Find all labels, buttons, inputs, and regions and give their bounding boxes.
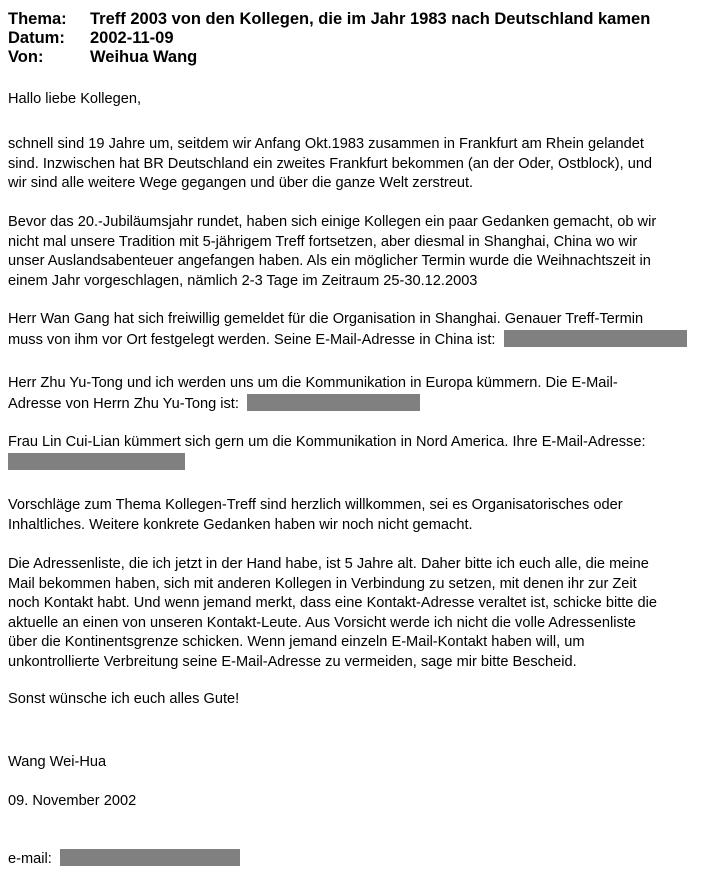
paragraph-4: [8, 374, 700, 414]
text-line: Bevor das 20.-Jubiläumsjahr rundet, haben sich einige Kollegen ein paar Gedanken gemacht, ob wir: [8, 214, 657, 230]
paragraph-1: [8, 135, 700, 194]
paragraph-6: [8, 496, 700, 535]
von-row: [8, 48, 650, 67]
redaction-line: [8, 453, 700, 474]
paragraph-2: [8, 213, 700, 291]
date-text: 09. November 2002: [8, 793, 137, 809]
text-fragment: Adresse von Herrn Zhu Yu-Tong ist:: [8, 395, 239, 412]
text-line: Inhaltliches. Weitere konkrete Gedanken haben wir noch nicht gemacht.: [8, 516, 473, 533]
email-footer: [8, 849, 700, 870]
text-line: schnell sind 19 Jahre um, seitdem wir Anfang Okt.1983 zusammen in Frankfurt am Rhein gelandet: [8, 136, 644, 152]
datum-row: [8, 29, 650, 48]
thema-row: [8, 10, 650, 29]
text-line: Frau Lin Cui-Lian kümmert sich gern um die Kommunikation in Nord America. Ihre E-Mail-Adresse:: [8, 434, 646, 450]
redacted-email-europe: [247, 394, 420, 411]
closing: [8, 690, 700, 710]
email-label: e-mail:: [8, 851, 52, 867]
text-line: unkontrollierte Verbreitung seine E-Mail-Adresse zu vermeiden, sage mir bitte Bescheid.: [8, 653, 577, 670]
paragraph-7: [8, 555, 700, 672]
text-line: sind. Inzwischen hat BR Deutschland ein zweites Frankfurt bekommen (an der Oder, Ostblock), und: [8, 155, 653, 172]
text-line: Herr Zhu Yu-Tong und ich werden uns um die Kommunikation in Europa kümmern. Die E-Mail-: [8, 375, 618, 391]
email-line: [8, 849, 700, 870]
greeting: [8, 90, 700, 110]
text-line: einem Jahr vorgeschlagen, nämlich 2-3 Tage im Zeitraum 25-30.12.2003: [8, 272, 478, 289]
redacted-email-china: [504, 330, 687, 347]
text-fragment: muss von ihm vor Ort festgelegt werden. Seine E-Mail-Adresse in China ist:: [8, 331, 496, 348]
text-line: Vorschläge zum Thema Kollegen-Treff sind herzlich willkommen, sei es Organisatorisches oder: [8, 497, 623, 513]
text-line: über die Kontinentsgrenze schicken. Wenn jemand einzeln E-Mail-Kontakt haben will, um: [8, 634, 585, 650]
text-line: aktuelle an einen von unseren Kontakt-Leute. Aus Vorsicht werde ich nicht die volle Adressenliste: [8, 614, 636, 631]
redacted-email-north-america: [8, 453, 185, 470]
thema-label: Thema:: [8, 10, 67, 28]
text-line: noch Kontakt habt. Und wenn jemand merkt, dass eine Kontakt-Adresse veraltet ist, schicke bitte die: [8, 595, 657, 611]
von-label: Von:: [8, 48, 44, 66]
redacted-email-sender: [60, 849, 240, 866]
text-line-with-redaction: [8, 330, 700, 351]
text-line: wir sind alle weitere Wege gegangen und über die ganze Welt zerstreut.: [8, 175, 474, 191]
signature-name: Wang Wei-Hua: [8, 754, 107, 770]
datum-value: 2002-11-09: [90, 29, 174, 47]
signature: [8, 753, 700, 773]
paragraph-5: [8, 433, 700, 473]
text-line: unser Auslandsabenteuer angefangen haben. Als ein möglicher Termin wurde die Weihnachtszeit in: [8, 253, 651, 269]
thema-value: Treff 2003 von den Kollegen, die im Jahr 1983 nach Deutschland kamen: [90, 10, 651, 28]
date-line: [8, 792, 700, 812]
text-line: Mail bekommen haben, sich mit anderen Kollegen in Verbindung zu setzen, mit denen ihr zur Zeit: [8, 575, 637, 592]
greeting-line: Hallo liebe Kollegen,: [8, 91, 142, 107]
text-line-with-redaction: [8, 394, 700, 415]
datum-label: Datum:: [8, 29, 65, 47]
closing-line: Sonst wünsche ich euch alles Gute!: [8, 691, 240, 707]
text-line: Die Adressenliste, die ich jetzt in der Hand habe, ist 5 Jahre alt. Daher bitte ich euch alle, die meine: [8, 556, 649, 572]
text-line: Herr Wan Gang hat sich freiwillig gemeldet für die Organisation in Shanghai. Genauer Treff-Termin: [8, 311, 644, 327]
letter-header: [8, 10, 650, 67]
paragraph-3: [8, 310, 700, 350]
von-value: Weihua Wang: [90, 48, 198, 66]
text-line: nicht mal unsere Tradition mit 5-jährigem Treff fortsetzen, aber diesmal in Shanghai, China wo wir: [8, 233, 638, 250]
